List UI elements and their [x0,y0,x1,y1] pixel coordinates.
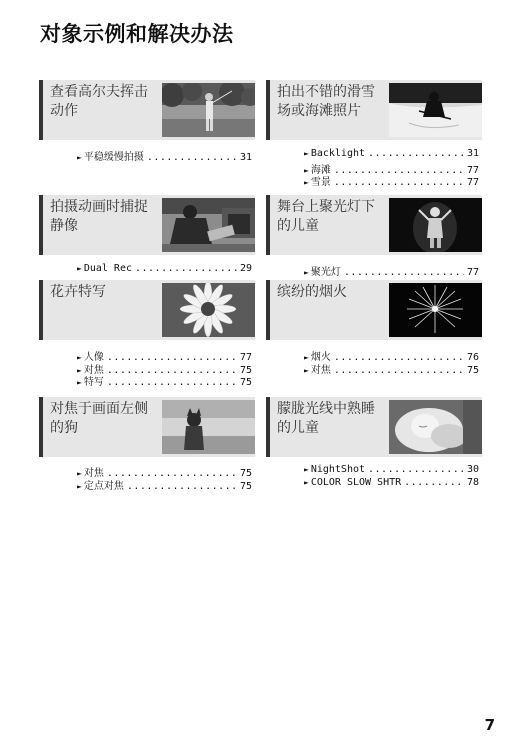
list-item[interactable]: ► 海滩 ..... 77 [304,161,479,174]
list-item[interactable]: ► 对焦 ..... 75 [77,361,252,374]
skier-photo [389,83,482,137]
page-title: 对象示例和解决办法 [40,22,234,46]
list-item[interactable]: ► COLOR SLOW SHTR ..... 78 [304,477,479,490]
arrow-icon: ► [304,165,309,175]
arrow-icon: ► [304,465,309,474]
arrow-icon: ► [304,477,309,487]
topic-card-fireworks [266,280,482,340]
list-item[interactable]: ► 平稳缓慢拍摄 ..... 31 [77,148,252,161]
topic-label: 缤纷的烟火 [277,284,347,300]
arrow-icon: ► [304,178,309,188]
child-on-stage-photo [389,198,482,252]
entry-list [304,263,479,276]
topic-label: 拍出不错的滑雪场或海滩照片 [277,84,375,119]
arrow-icon: ► [77,469,82,478]
list-item[interactable]: ► 对焦 ..... 75 [77,464,252,477]
list-item[interactable]: ► 雪景 ..... 77 [304,173,479,186]
entry-list [304,348,479,376]
topic-label: 花卉特写 [50,284,106,300]
arrow-icon: ► [304,268,309,277]
list-item[interactable]: ► Backlight ..... 31 [304,148,479,161]
entry-list [77,263,252,276]
entry-list [77,464,252,492]
list-item[interactable]: ► Dual Rec ..... 29 [77,263,252,276]
topic-card-spotlight [266,195,482,255]
topic-card-dual-rec [39,195,255,255]
topic-label: 朦胧光线中熟睡的儿童 [277,401,375,436]
topic-label: 对焦于画面左侧的狗 [50,401,148,436]
arrow-icon: ► [304,365,309,375]
fireworks-photo [389,283,482,337]
page-number: 7 [484,716,495,734]
entry-list [304,464,479,489]
topic-label: 舞台上聚光灯下的儿童 [277,199,375,234]
arrow-icon: ► [77,378,82,388]
list-item[interactable]: ► 人像 ..... 77 [77,348,252,361]
flower-closeup-photo [162,283,255,337]
list-item[interactable]: ► 定点对焦 ..... 75 [77,477,252,490]
list-item[interactable]: ► 聚光灯 ..... 77 [304,263,479,276]
topic-label: 查看高尔夫挥击动作 [50,84,148,119]
entry-list [77,148,252,161]
arrow-icon: ► [77,365,82,375]
arrow-icon: ► [77,264,82,273]
golf-swing-photo [162,83,255,137]
list-item[interactable]: ► 对焦 ..... 75 [304,361,479,374]
topic-card-dog [39,397,255,457]
topic-card-ski [266,80,482,140]
topic-label: 拍摄动画时捕捉静像 [50,199,148,234]
arrow-icon: ► [77,153,82,162]
sleeping-child-photo [389,400,482,454]
arrow-icon: ► [77,353,82,362]
arrow-icon: ► [77,481,82,491]
list-item[interactable]: ► NightShot ..... 30 [304,464,479,477]
woman-in-chair-photo [162,198,255,252]
entry-list [304,148,479,189]
dog-photo [162,400,255,454]
topic-card-flower [39,280,255,340]
list-item[interactable]: ► 特写 ..... 75 [77,373,252,386]
topic-card-golf [39,80,255,140]
list-item[interactable]: ► 烟火 ..... 76 [304,348,479,361]
topic-card-nightshot [266,397,482,457]
arrow-icon: ► [304,353,309,362]
arrow-icon: ► [304,149,309,158]
entry-list [77,348,252,389]
